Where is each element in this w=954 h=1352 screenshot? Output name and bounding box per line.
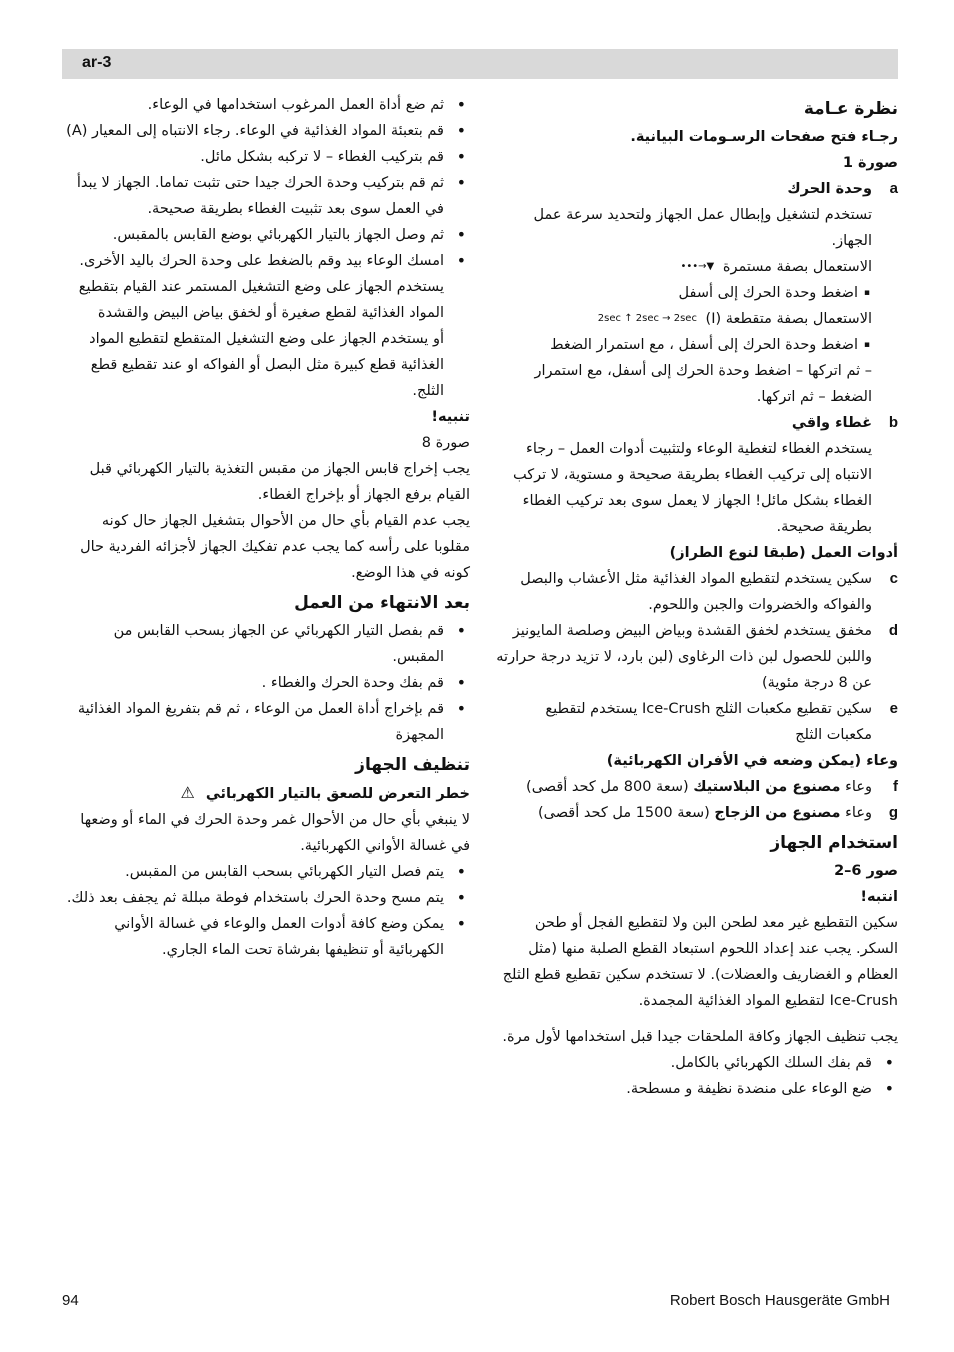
list-item: • قم بتركيب الغطاء – لا تركبه بشكل مائل. [66,144,470,170]
list-item: • يتم مسح وحدة الحرك باستخدام فوطة مبللة ثم يجفف بعد ذلك. [66,885,470,911]
item-g-key: g [888,804,898,821]
cleaning-list [66,859,470,963]
item-a-mode-pulse: الاستعمال بصفة متقطعة (I) 2sec ↑ 2sec → 2sec [496,306,872,332]
notice-label: تنبيه! [431,409,470,425]
pulse-mode-icon: 2sec ↑ 2sec → 2sec [597,313,697,324]
figure-ref-1: صورة 1 [842,155,898,171]
item-c [496,566,898,618]
warning-triangle-icon: ⚠ [180,783,195,802]
page-number: 94 [62,1292,79,1309]
left-column [66,92,470,963]
overview-title: نظرة عـامة [803,99,898,119]
clean-before-text: يجب تنظيف الجهاز وكافة الملحقات جيدا قبل استخدامها لأول مرة. [502,1029,898,1045]
item-c-key: c [889,570,898,587]
pulse-note: أو يستخدم الجهاز على وضع التشغيل المتقطع لتقطيع المواد الغذائية قطع كبيرة مثل البصل أو الفواكه او عند تقطيع قطع الثلج. [89,331,444,399]
list-item: • ثم ضع أداة العمل المرغوب استخدامها في الوعاء. [66,92,470,118]
container-title: وعاء (يمكن وضعه في الأفران الكهربائية) [606,753,898,769]
list-item: • يتم فصل التيار الكهربائي بسحب القابس من المقبس. [66,859,470,885]
use-title: استخدام الجهاز [770,833,898,853]
right-column [496,92,898,1102]
item-d [496,618,898,696]
figure-ref-8: صورة 8 [421,435,470,451]
item-a-title: وحدة الحرك [787,181,872,197]
item-e-key: e [889,700,898,717]
item-b-title: غطاء واقي [791,415,872,431]
list-item: • قم بفك السلك الكهربائي بالكامل. [496,1050,898,1076]
tools-title: أدوات العمل (طبقا لنوع الطراز) [669,545,898,561]
item-f-key: f [893,778,898,795]
notice-text-2: يجب عدم القيام بأي حال من الأحوال بتشغيل الجهاز حال كونه مقلوبا على رأسه كما يجب عدم تفكيك الجهاز لأجزائه الفردية حال كونه في هذا الوضع. [80,513,470,581]
danger-heading: خطر التعرض للصعق بالتيار الكهربائي ⚠ [66,780,470,807]
setup-list [496,1050,898,1102]
figure-ref-2-6: صور 6–2 [834,863,898,879]
list-item: • ثم قم بتركيب وحدة الحرك جيدا حتى تثبت تماما. الجهاز لا يبدأ في العمل سوى بعد تثبيت الغطاء بطريقة صحيحة. [66,170,470,222]
attention-text: سكين التقطيع غير معد لطحن البن ولا لتقطيع الفجل أو طحن السكر. يجب عند إعداد اللحوم استبعاد القطع الصلبة منها (مثل العظام و الغضاريف والعضلات). لا تستخدم سكين تقطيع قطع الثلج Ice-Crush لتقطيع المواد الغذائية المجمدة. [502,915,898,1009]
item-a-mode-continuous: الاستعمال بصفة مستمرة •••→▼ [496,254,872,280]
list-item: • يمكن وضع كافة أدوات العمل والوعاء في غسالة الأواني الكهربائية أو تنظيفها بفرشاة تحت الماء الجاري. [66,911,470,963]
list-item: • ثم وصل الجهاز بالتيار الكهربائي بوضع القابس بالمقبس. [66,222,470,248]
list-item: • امسك الوعاء بيد وقم بالضغط على وحدة الحرك باليد الأخرى. [66,248,470,274]
list-item: • قم بإخراج أداة العمل من الوعاء ، ثم قم بتفريغ المواد الغذائية المجهزة [66,696,470,748]
after-use-list [66,618,470,748]
item-a [496,176,898,410]
overview-intro: رجـاء فتح صفحات الرسـومات البيانية. [630,129,898,145]
notice-text-1: يجب إخراج قابس الجهاز من مقبس التغذية بالتيار الكهربائي قبل القيام برفع الجهاز أو بإخراج الغطاء. [89,461,470,503]
header-bar [62,49,898,79]
item-d-text: مخفق يستخدم لخفق القشدة وبياض البيض وصلصة المايونيز واللبن للحصول لبن ذات الرغاوى (لبن بارد، لا تزيد درجة حرارته عن 8 درجة مئوية) [496,623,872,691]
list-item: • ضع الوعاء على منضدة نظيفة و مسطحة. [496,1076,898,1102]
item-a-text: تستخدم لتشغيل وإبطال عمل الجهاز ولتحديد سرعة عمل الجهاز. [533,207,872,249]
section-code: ar-3 [82,54,112,71]
list-item: • قم بفصل التيار الكهربائي عن الجهاز بسحب القابس من المقبس. [66,618,470,670]
item-d-key: d [888,622,898,639]
item-g: g وعاء مصنوع من الزجاج (سعة 1500 مل كحد أقصى) [496,800,898,826]
item-b [496,410,898,540]
item-a-key: a [889,180,898,197]
company-name: Robert Bosch Hausgeräte GmbH [669,1292,890,1309]
cleaning-title: تنظيف الجهاز [355,755,470,775]
item-e [496,696,898,748]
attention-label: انتبه! [860,889,898,905]
list-item: • قم بتعبئة المواد الغذائية في الوعاء. رجاء الانتباه إلى المعيار (A) [66,118,470,144]
item-a-step1: ▪ اضغط وحدة الحرك إلى أسفل [496,280,872,306]
list-item: • قم بفك وحدة الحرك والغطاء . [66,670,470,696]
danger-text: لا ينبغي بأي حال من الأحوال غمر وحدة الحرك في الماء أو وضعها في غسالة الأواني الكهربائية. [80,812,470,854]
continuous-mode-icon: •••→▼ [680,261,715,272]
item-a-step2: ▪ اضغط وحدة الحرك إلى أسفل ، مع استمرار الضغط [496,332,872,358]
item-b-text: يستخدم الغطاء لتغطية الوعاء ولتثبيت أدوات العمل – رجاء الانتباه إلى تركيب الغطاء بطريقة صحيحة و مستوية، لا تركب الغطاء بشكل مائل! الجهاز لا يعمل سوى بعد تركيب الغطاء بطريقة صحيحة. [512,441,872,535]
item-a-step3: – ثم اتركها – اضغط وحدة الحرك إلى أسفل، مع استمرار الضغط – ثم اتركها. [534,363,872,405]
item-e-text: سكين تقطيع مكعبات الثلج Ice-Crush يستخدم لتقطيع مكعبات الثلج [545,701,872,743]
item-c-text: سكين يستخدم لتقطيع المواد الغذائية مثل الأعشاب والبصل والفواكه والخضروات والجبن واللحوم. [520,571,872,613]
steps-list [66,92,470,274]
item-b-key: b [888,414,898,431]
item-f: f وعاء مصنوع من البلاستيك (سعة 800 مل كحد أقصى) [496,774,898,800]
continuous-note: يستخدم الجهاز على وضع التشغيل المستمر عند القيام بتقطيع المواد الغذائية لقطع صغيرة أو لخفق بياض البيض والقشدة [78,279,444,321]
after-use-title: بعد الانتهاء من العمل [294,593,470,613]
